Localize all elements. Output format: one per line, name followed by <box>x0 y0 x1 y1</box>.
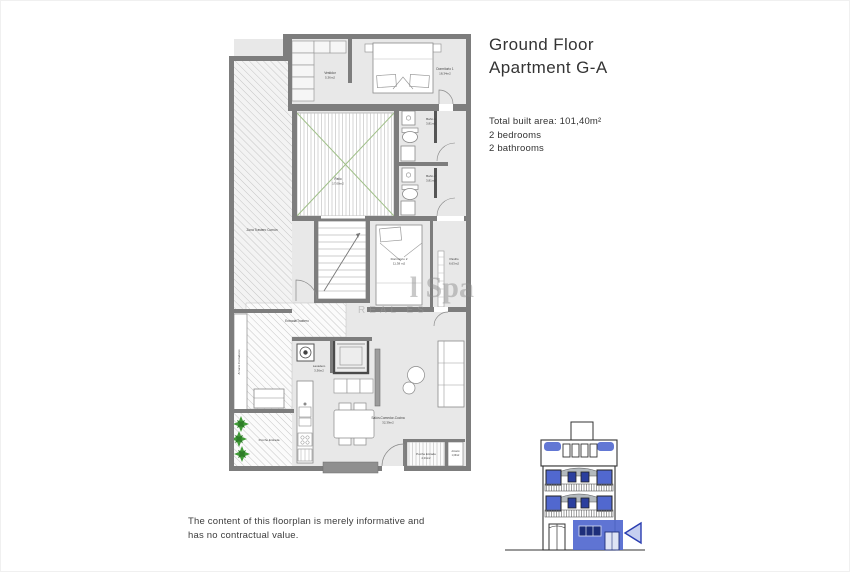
room-area: 3,81m2 <box>425 178 437 183</box>
shower-icon <box>401 146 415 161</box>
shower-screen <box>434 168 437 198</box>
room-area: 18,34m2 <box>439 71 451 76</box>
toilet-icon <box>402 185 418 200</box>
room-area: 6,63m2 <box>448 261 460 266</box>
room-label: Baño 1 <box>426 117 436 121</box>
room-area: 11,38 m2 <box>392 261 406 266</box>
watermark-line1: l Spa <box>409 271 474 304</box>
room-label: Porche Entrada <box>258 438 280 442</box>
apartment-details <box>489 115 601 156</box>
building-facade <box>541 422 641 550</box>
sofa-icon <box>438 341 464 407</box>
partition-bar <box>375 349 380 406</box>
shower-screen <box>434 111 437 143</box>
room-label: Armario Contadores <box>237 349 241 375</box>
penthouse <box>571 422 593 440</box>
room-label: Baño 2 <box>426 174 436 178</box>
room-label: Salón-Comedor-Cocina <box>371 416 405 420</box>
room-label: Armario <box>451 451 460 453</box>
room-label: Entrada/Trastero <box>285 319 309 323</box>
awning-right <box>597 442 614 451</box>
room-label: Zona Trastero Común <box>246 228 278 232</box>
room-label: Patio <box>334 177 342 181</box>
room-porche-entrada-right <box>407 442 463 466</box>
room-area: 2,01m2 <box>421 457 431 460</box>
room-area: 5,36m2 <box>324 75 336 80</box>
room-area: 32,39m2 <box>382 420 394 425</box>
watermark-line2: REAL ES <box>358 305 428 316</box>
building-elevation-drawing <box>503 414 648 559</box>
bed-icon <box>365 43 441 93</box>
shower-icon <box>401 201 415 215</box>
room-label: Pasillo <box>449 257 459 261</box>
shaft-icon <box>334 339 368 373</box>
washing-machine-icon <box>297 344 314 361</box>
awning-left <box>544 442 561 451</box>
entry-step <box>254 389 284 408</box>
detail-total-area: Total built area: 101,40m² <box>489 116 602 127</box>
title-line-1: Ground Floor <box>489 35 594 54</box>
room-area: 17,00m2 <box>332 181 344 186</box>
disclaimer-line-2: has no contractual value. <box>188 530 299 541</box>
room-porche-entrada-left <box>231 413 292 466</box>
disclaimer-line-1: The content of this floorplan is merely informative and <box>188 516 425 527</box>
room-zona-trastero <box>234 61 292 309</box>
room-area: 3,81m2 <box>425 121 437 126</box>
room-label: Dormitorio 2 <box>390 257 408 261</box>
room-area: 3,36m2 <box>314 368 324 373</box>
room-patio <box>297 113 394 216</box>
location-arrow-icon <box>625 523 641 543</box>
sink-icon <box>402 168 415 182</box>
room-label: Porche Entrada <box>416 452 436 456</box>
room-label: Vestidor <box>324 71 336 75</box>
room-label: Dormitorio 1 <box>436 67 454 71</box>
disclaimer <box>188 515 424 543</box>
page-title <box>489 33 608 79</box>
room-label: Lavadero <box>312 364 326 368</box>
ground-floor <box>549 520 641 550</box>
sink-icon <box>402 111 415 125</box>
detail-bedrooms: 2 bedrooms <box>489 129 542 141</box>
stairs-icon <box>318 221 366 299</box>
toilet-icon <box>402 128 418 143</box>
closet <box>448 442 463 466</box>
room-area: 1,06m2 <box>451 455 460 457</box>
detail-bathrooms: 2 bathrooms <box>489 143 545 154</box>
title-line-2: Apartment G-A <box>489 58 608 77</box>
exterior-planter <box>323 462 378 473</box>
room-armario-contadores <box>234 314 247 411</box>
floor-plan-drawing <box>226 31 474 475</box>
